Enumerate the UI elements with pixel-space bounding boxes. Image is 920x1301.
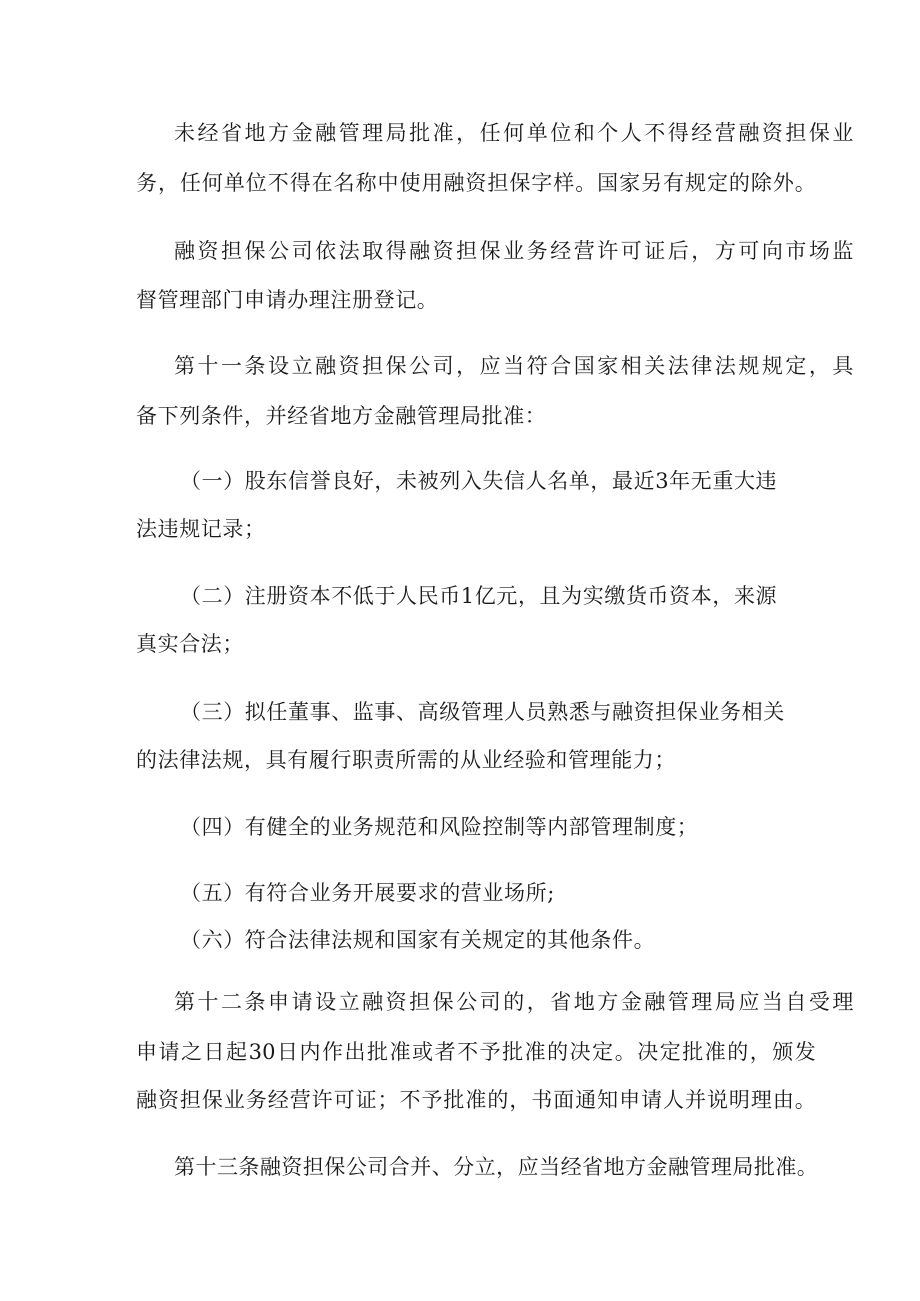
text-line: （一）股东信誉良好，未被列入失信人名单，最近3年无重大违 xyxy=(180,469,778,493)
text-line: 融资担保业务经营许可证；不予批准的，书面通知申请人并说明理由。 xyxy=(136,1088,816,1112)
text-line: 督管理部门申请办理注册登记。 xyxy=(136,288,439,312)
text-line: （四）有健全的业务规范和风险控制等内部管理制度； xyxy=(180,815,699,839)
text-line: 第十二条申请设立融资担保公司的，省地方金融管理局应当自受理 xyxy=(174,990,854,1014)
text-line: 的法律法规，具有履行职责所需的从业经验和管理能力； xyxy=(136,748,676,772)
text-line: 备下列条件，并经省地方金融管理局批准： xyxy=(136,404,547,428)
text-line: （二）注册资本不低于人民币1亿元，且为实缴货币资本，来源 xyxy=(180,584,778,608)
text-line: 真实合法； xyxy=(136,632,244,656)
text-line: 申请之日起30日内作出批准或者不予批准的决定。决定批准的，颁发 xyxy=(136,1040,816,1064)
text-line: 融资担保公司依法取得融资担保业务经营许可证后，方可向市场监 xyxy=(174,239,854,263)
text-line: 第十三条融资担保公司合并、分立，应当经省地方金融管理局批准。 xyxy=(174,1155,818,1179)
text-line: 法违规记录； xyxy=(136,517,266,541)
text-line: 务，任何单位不得在名称中使用融资担保字样。国家另有规定的除外。 xyxy=(136,171,816,195)
text-line: 未经省地方金融管理局批准，任何单位和个人不得经营融资担保业 xyxy=(174,121,854,145)
text-line: （五）有符合业务开展要求的营业场所; xyxy=(180,881,555,905)
text-line: 第十一条设立融资担保公司，应当符合国家相关法律法规规定，具 xyxy=(174,354,854,378)
text-line: （六）符合法律法规和国家有关规定的其他条件。 xyxy=(180,928,656,952)
text-line: （三）拟任董事、监事、高级管理人员熟悉与融资担保业务相关 xyxy=(180,700,785,724)
